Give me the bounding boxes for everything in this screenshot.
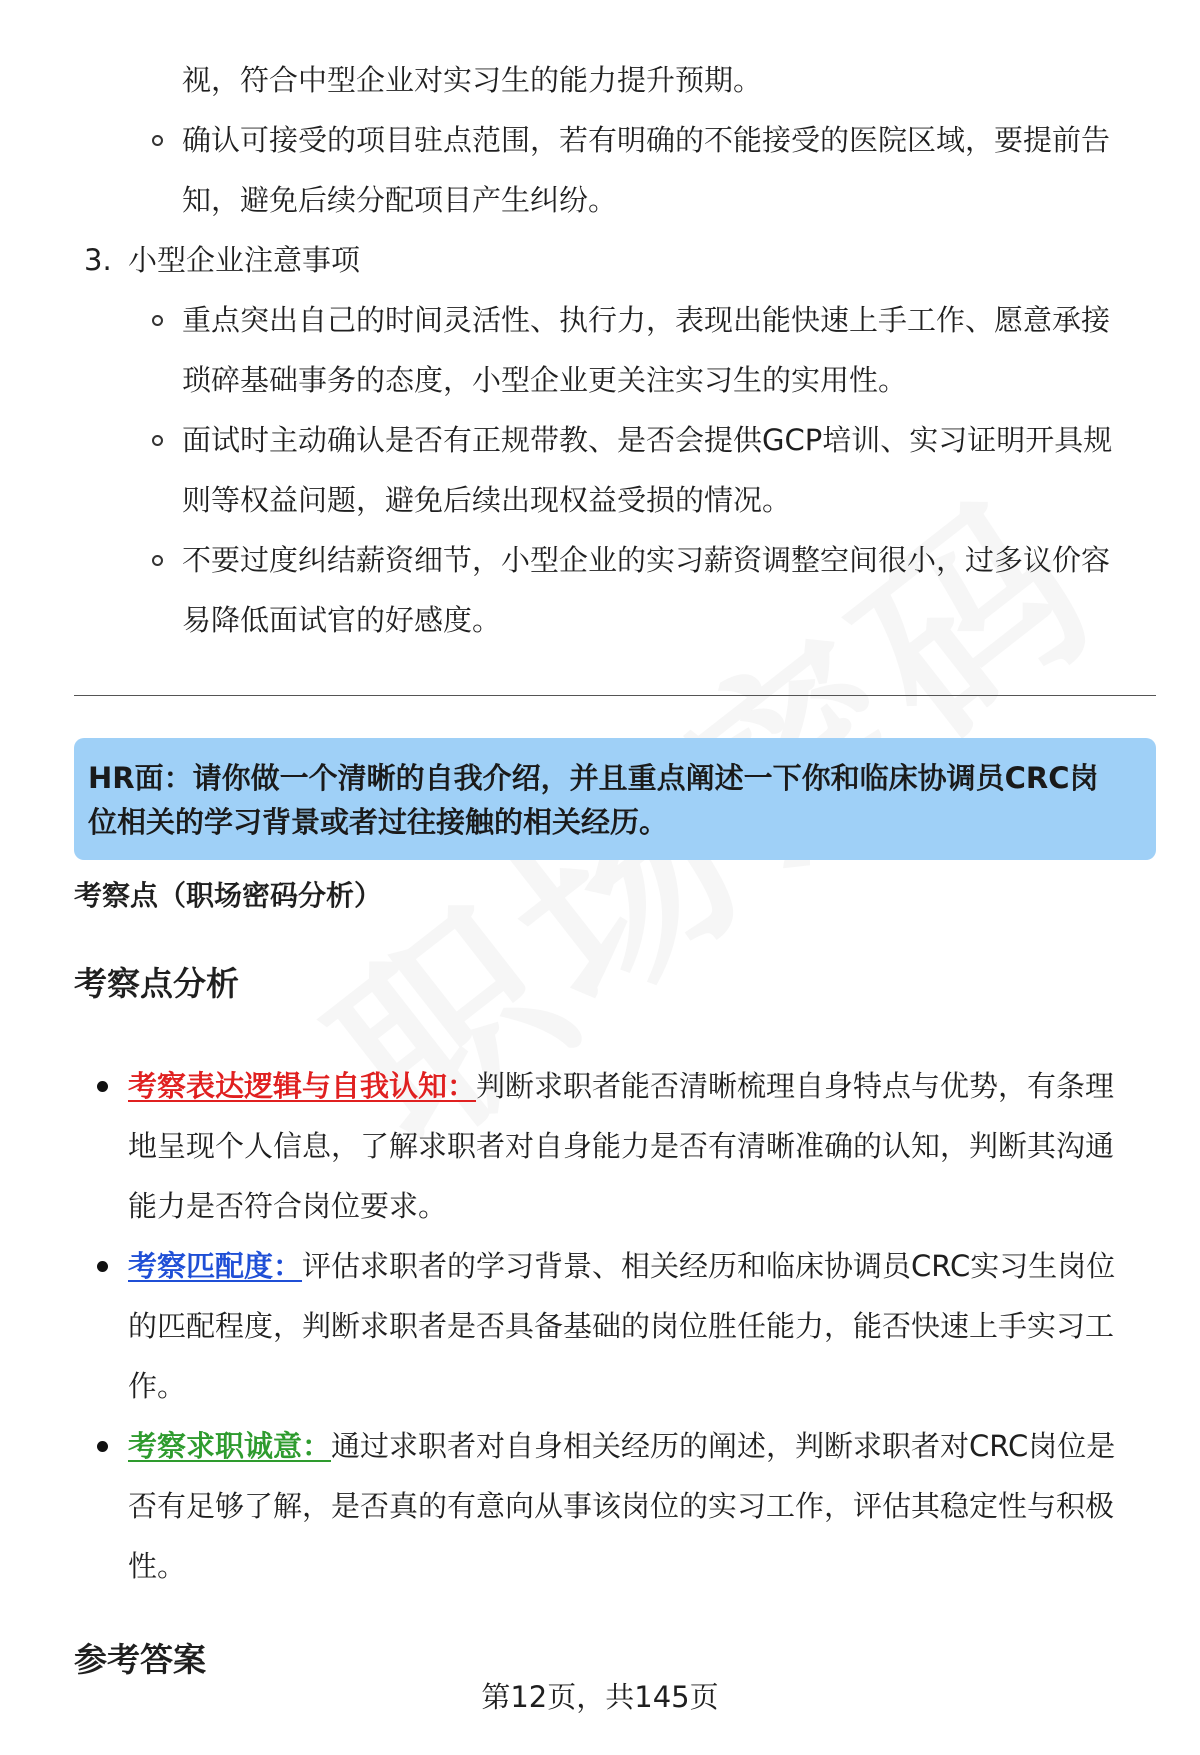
analysis-lead: 考察表达逻辑与自我认知： — [128, 1069, 477, 1103]
bullet-text: 易降低面试官的好感度。 — [182, 603, 502, 637]
hollow-bullet-icon — [152, 435, 163, 446]
analysis-item — [128, 1426, 1115, 1466]
analysis-lead: 考察求职诚意： — [128, 1429, 332, 1463]
bullet-text: 则等权益问题，避免后续出现权益受损的情况。 — [182, 483, 792, 517]
page-footer: 第12页，共145页 — [481, 1680, 719, 1714]
bullet-text: 面试时主动确认是否有正规带教、是否会提供GCP培训、实习证明开具规 — [182, 423, 1113, 457]
analysis-text: 的匹配程度，判断求职者是否具备基础的岗位胜任能力，能否快速上手实习工 — [128, 1309, 1115, 1343]
divider — [74, 695, 1156, 696]
analysis-item — [128, 1246, 1115, 1286]
answer-heading: 参考答案 — [74, 1640, 206, 1679]
bullet-dot-icon — [97, 1441, 108, 1452]
analysis-text: 能力是否符合岗位要求。 — [128, 1189, 448, 1223]
hollow-bullet-icon — [152, 315, 163, 326]
analysis-text: 性。 — [128, 1549, 187, 1583]
analysis-text: 地呈现个人信息，了解求职者对自身能力是否有清晰准确的认知，判断其沟通 — [128, 1129, 1115, 1163]
analysis-text: 作。 — [128, 1369, 187, 1403]
hr-question-box — [74, 738, 1156, 860]
bullet-text: 重点突出自己的时间灵活性、执行力，表现出能快速上手工作、愿意承接 — [182, 303, 1111, 337]
analysis-text: 评估求职者的学习背景、相关经历和临床协调员CRC实习生岗位 — [302, 1249, 1116, 1283]
analysis-text: 判断求职者能否清晰梳理自身特点与优势，有条理 — [476, 1069, 1115, 1103]
analysis-item — [128, 1066, 1114, 1106]
bullet-text: 确认可接受的项目驻点范围，若有明确的不能接受的医院区域，要提前告 — [182, 123, 1111, 157]
bullet-text: 知，避免后续分配项目产生纠纷。 — [182, 183, 618, 217]
hollow-bullet-icon — [152, 135, 163, 146]
bullet-dot-icon — [97, 1081, 108, 1092]
continuation-text: 视，符合中型企业对实习生的能力提升预期。 — [182, 63, 763, 97]
kaochadian-label: 考察点（职场密码分析） — [74, 879, 383, 912]
analysis-text: 否有足够了解，是否真的有意向从事该岗位的实习工作，评估其稳定性与积极 — [128, 1489, 1115, 1523]
hr-question-line: HR面：请你做一个清晰的自我介绍，并且重点阐述一下你和临床协调员CRC岗 — [88, 761, 1099, 795]
list-item-title: 小型企业注意事项 — [128, 243, 361, 277]
bullet-dot-icon — [97, 1261, 108, 1272]
bullet-text: 不要过度纠结薪资细节，小型企业的实习薪资调整空间很小，过多议价容 — [182, 543, 1111, 577]
hr-question-line: 位相关的学习背景或者过往接触的相关经历。 — [88, 805, 669, 839]
analysis-heading: 考察点分析 — [74, 964, 239, 1003]
analysis-lead: 考察匹配度： — [128, 1249, 303, 1283]
hollow-bullet-icon — [152, 555, 163, 566]
bullet-text: 琐碎基础事务的态度，小型企业更关注实习生的实用性。 — [182, 363, 908, 397]
analysis-text: 通过求职者对自身相关经历的阐述，判断求职者对CRC岗位是 — [331, 1429, 1116, 1463]
list-number: 3. — [84, 243, 112, 277]
